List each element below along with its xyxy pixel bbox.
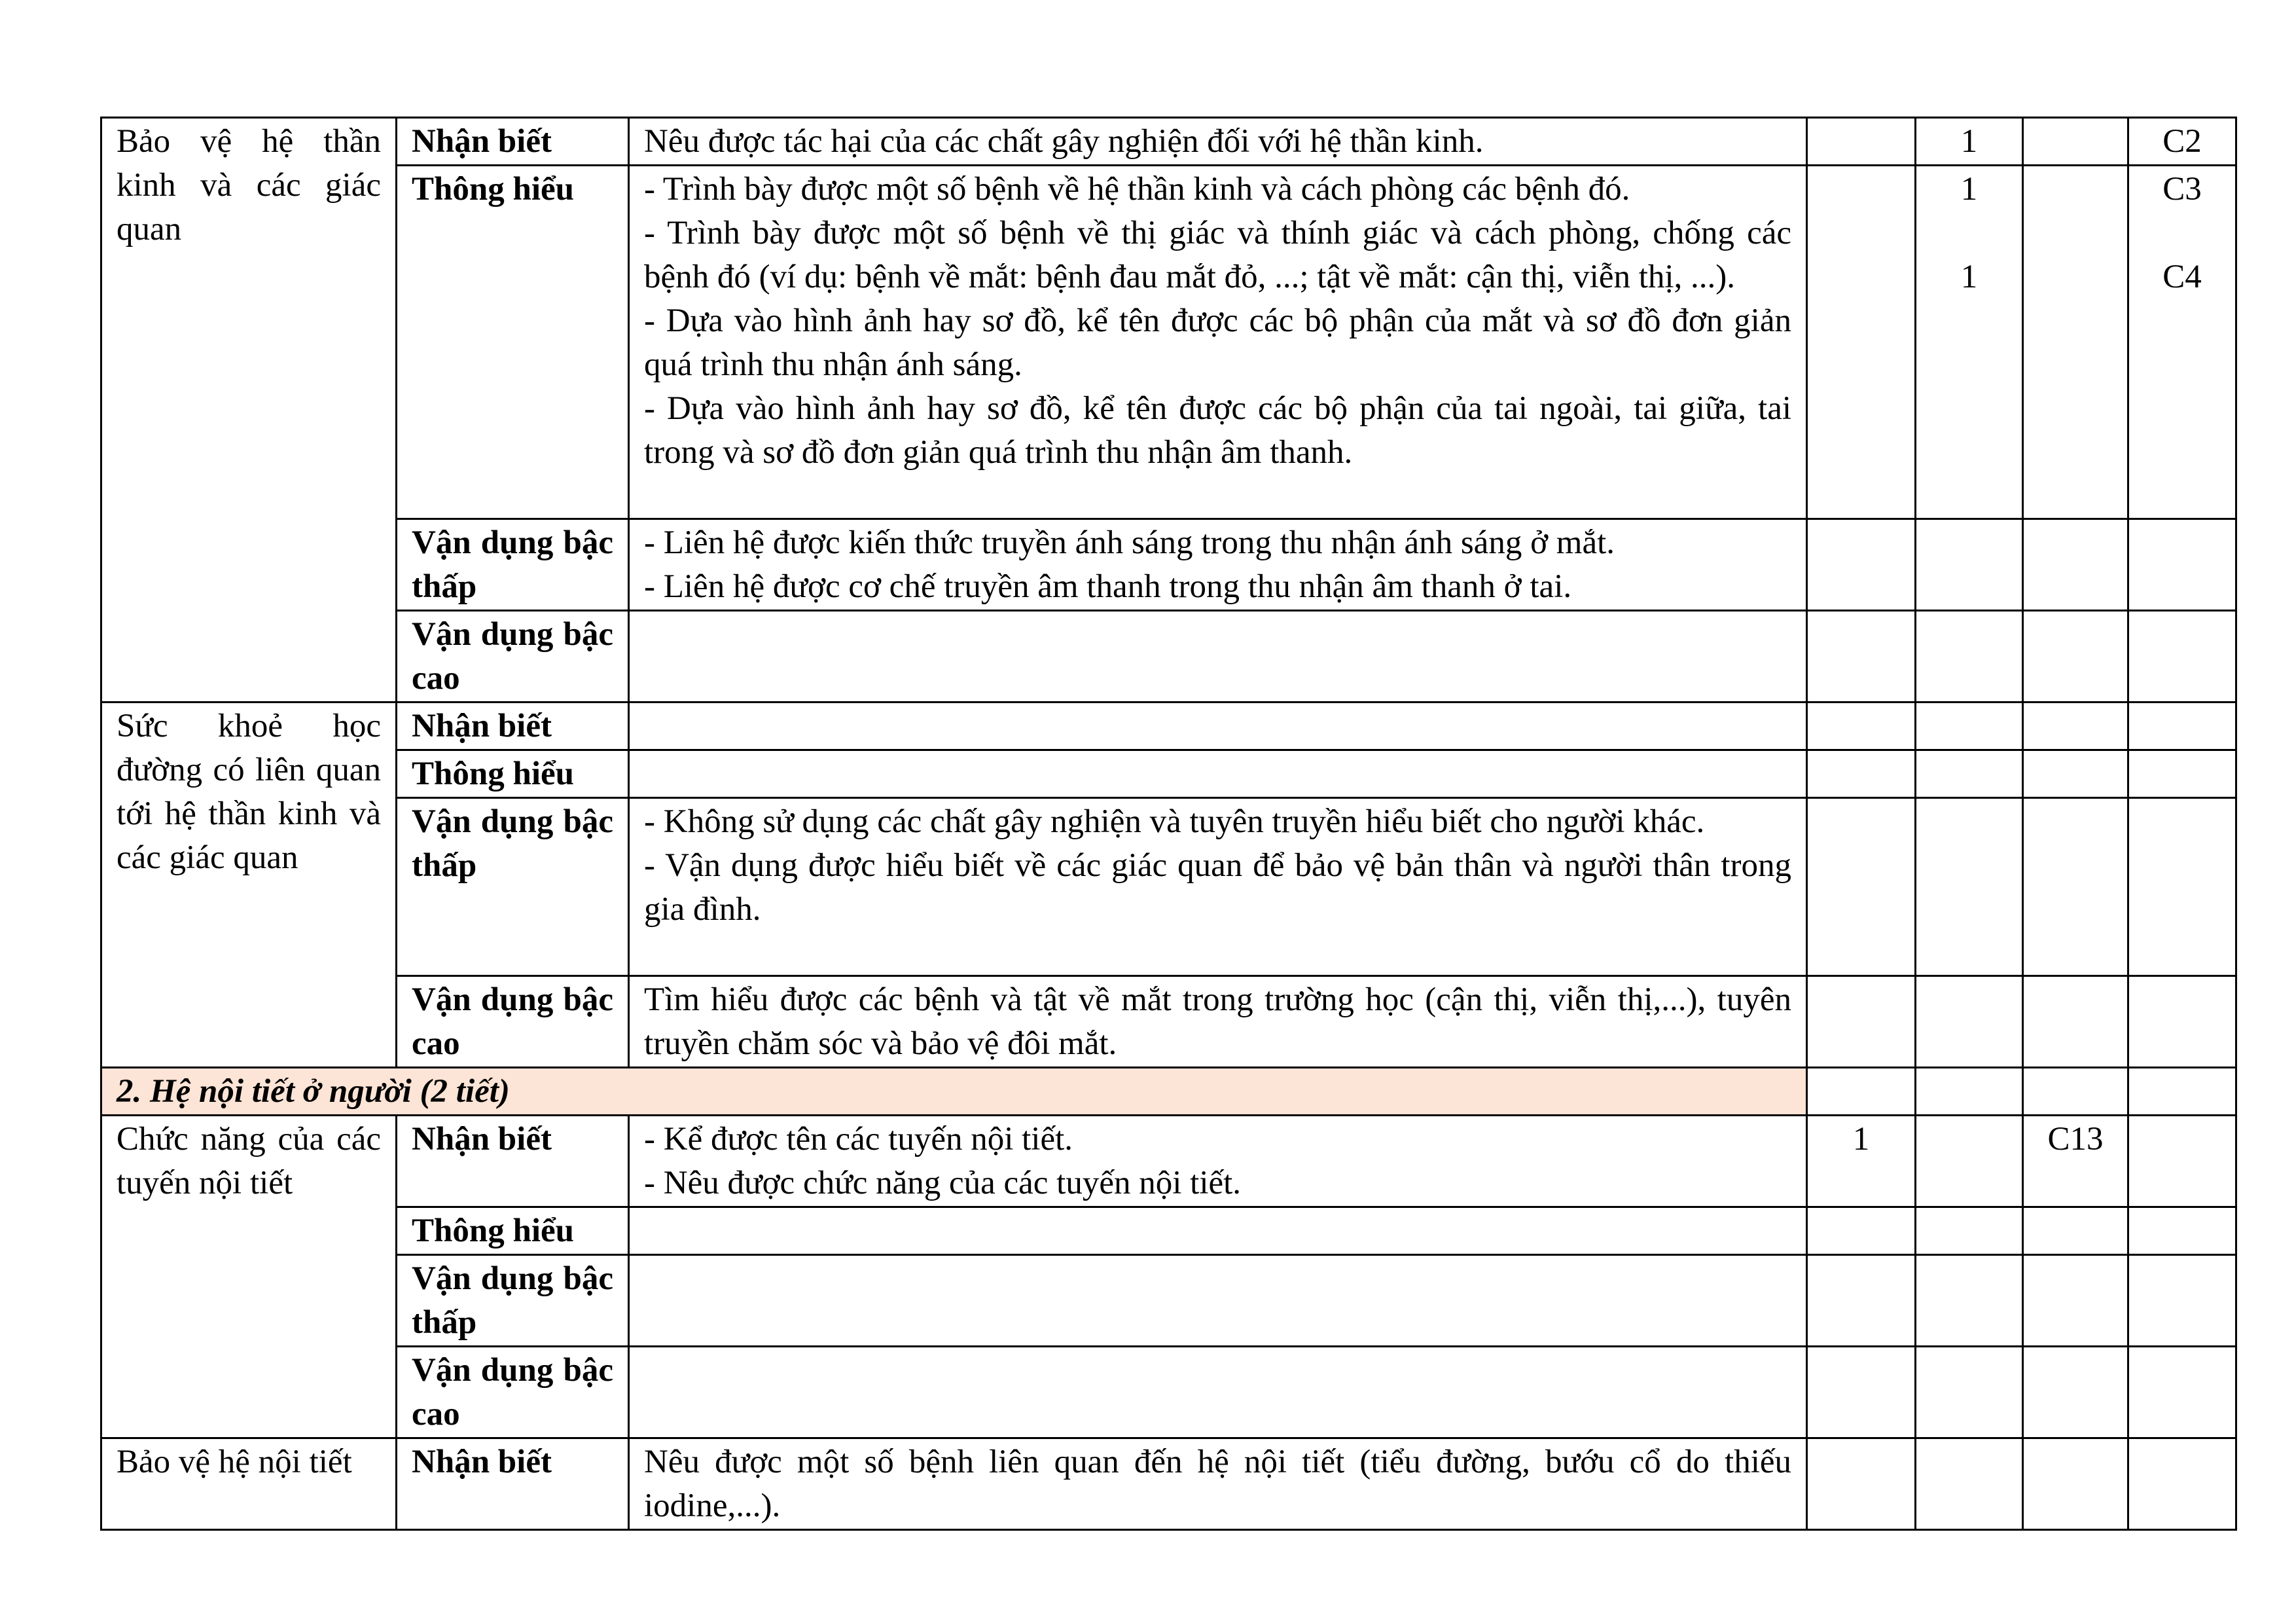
count-cell <box>1916 1347 2023 1438</box>
count-cell <box>1916 750 2023 798</box>
count-cell <box>1916 1438 2023 1530</box>
table-row <box>101 118 2236 166</box>
question-cell <box>2023 1207 2128 1255</box>
count-cell <box>1807 118 1916 166</box>
table-row <box>101 1116 2236 1207</box>
count-cell <box>1807 750 1916 798</box>
section-header-row <box>101 1068 2236 1116</box>
table-row <box>101 611 2236 702</box>
description-cell: Nêu được một số bệnh liên quan đến hệ nội tiết (tiểu đường, bướu cổ do thiếu iodine,...). <box>629 1438 1807 1530</box>
level-cell: Vận dụng bậc cao <box>397 611 629 702</box>
level-cell: Vận dụng bậc thấp <box>397 798 629 976</box>
question-cell <box>2023 1438 2128 1530</box>
topic-cell: Bảo vệ hệ thần kinh và các giác quan <box>101 118 397 702</box>
count-cell <box>1916 1207 2023 1255</box>
question-cell <box>2023 702 2128 750</box>
section-title: 2. Hệ nội tiết ở người (2 tiết) <box>101 1068 1807 1116</box>
question-cell <box>2128 1255 2236 1347</box>
count-cell: 1 1 <box>1916 166 2023 519</box>
count-cell <box>1807 1255 1916 1347</box>
question-cell <box>2128 750 2236 798</box>
level-cell: Nhận biết <box>397 702 629 750</box>
level-cell: Thông hiểu <box>397 1207 629 1255</box>
question-cell <box>2128 976 2236 1068</box>
count-cell <box>1916 798 2023 976</box>
count-cell <box>1807 1347 1916 1438</box>
description-cell <box>629 1347 1807 1438</box>
table-row <box>101 976 2236 1068</box>
level-cell: Vận dụng bậc thấp <box>397 519 629 611</box>
description-cell <box>629 1207 1807 1255</box>
question-cell <box>2128 1207 2236 1255</box>
question-cell <box>2128 611 2236 702</box>
question-cell <box>2128 1116 2236 1207</box>
count-cell <box>1807 702 1916 750</box>
description-cell: - Kể được tên các tuyến nội tiết. - Nêu được chức năng của các tuyến nội tiết. <box>629 1116 1807 1207</box>
question-cell <box>2128 1068 2236 1116</box>
count-cell <box>1807 611 1916 702</box>
count-cell <box>1916 1255 2023 1347</box>
count-cell <box>1916 702 2023 750</box>
question-cell <box>2128 519 2236 611</box>
count-cell <box>1807 1068 1916 1116</box>
topic-cell: Chức năng của các tuyến nội tiết <box>101 1116 397 1438</box>
question-cell <box>2128 702 2236 750</box>
count-cell: 1 <box>1916 118 2023 166</box>
table-row <box>101 1347 2236 1438</box>
topic-cell: Sức khoẻ học đường có liên quan tới hệ thần kinh và các giác quan <box>101 702 397 1068</box>
description-cell: Nêu được tác hại của các chất gây nghiện đối với hệ thần kinh. <box>629 118 1807 166</box>
assessment-matrix-table <box>100 117 2237 1531</box>
table-row <box>101 519 2236 611</box>
question-cell: C13 <box>2023 1116 2128 1207</box>
count-cell <box>1916 611 2023 702</box>
table-row <box>101 1255 2236 1347</box>
question-cell <box>2023 611 2128 702</box>
count-cell <box>1916 1068 2023 1116</box>
table-row <box>101 798 2236 976</box>
question-cell <box>2023 1255 2128 1347</box>
question-cell: C3 C4 <box>2128 166 2236 519</box>
table-row <box>101 166 2236 519</box>
question-cell <box>2023 976 2128 1068</box>
description-cell: - Không sử dụng các chất gây nghiện và tuyên truyền hiểu biết cho người khác. - Vận dụng được hiểu biết về các giác quan để bảo vệ bản thân và người thân trong gia đình. <box>629 798 1807 976</box>
description-cell: Tìm hiểu được các bệnh và tật về mắt trong trường học (cận thị, viễn thị,...), tuyên truyền chăm sóc và bảo vệ đôi mắt. <box>629 976 1807 1068</box>
count-cell <box>1807 166 1916 519</box>
question-cell <box>2023 118 2128 166</box>
description-cell <box>629 611 1807 702</box>
question-cell <box>2128 1347 2236 1438</box>
question-cell <box>2128 1438 2236 1530</box>
question-cell <box>2023 1068 2128 1116</box>
question-cell <box>2023 798 2128 976</box>
description-cell <box>629 702 1807 750</box>
description-cell: - Trình bày được một số bệnh về hệ thần kinh và cách phòng các bệnh đó. - Trình bày được một số bệnh về thị giác và thính giác và cách phòng, chống các bệnh đó (ví dụ: bệnh về mắt: bệnh đau mắt đỏ, ...; tật về mắt: cận thị, viễn thị, ...). - Dựa vào hình ảnh hay sơ đồ, kể tên được các bộ phận của mắt và sơ đồ đơn giản quá trình thu nhận ánh sáng. - Dựa vào hình ảnh hay sơ đồ, kể tên được các bộ phận của tai ngoài, tai giữa, tai trong và sơ đồ đơn giản quá trình thu nhận âm thanh. <box>629 166 1807 519</box>
level-cell: Vận dụng bậc cao <box>397 1347 629 1438</box>
table-row <box>101 750 2236 798</box>
level-cell: Thông hiểu <box>397 166 629 519</box>
description-cell: - Liên hệ được kiến thức truyền ánh sáng trong thu nhận ánh sáng ở mắt. - Liên hệ được cơ chế truyền âm thanh trong thu nhận âm thanh ở tai. <box>629 519 1807 611</box>
count-cell <box>1916 1116 2023 1207</box>
level-cell: Nhận biết <box>397 118 629 166</box>
question-cell: C2 <box>2128 118 2236 166</box>
question-cell <box>2023 1347 2128 1438</box>
question-cell <box>2128 798 2236 976</box>
level-cell: Nhận biết <box>397 1116 629 1207</box>
question-cell <box>2023 519 2128 611</box>
description-cell <box>629 1255 1807 1347</box>
count-cell <box>1807 519 1916 611</box>
table-row <box>101 1207 2236 1255</box>
question-cell <box>2023 750 2128 798</box>
count-cell <box>1916 519 2023 611</box>
level-cell: Thông hiểu <box>397 750 629 798</box>
count-cell: 1 <box>1807 1116 1916 1207</box>
level-cell: Vận dụng bậc cao <box>397 976 629 1068</box>
topic-cell: Bảo vệ hệ nội tiết <box>101 1438 397 1530</box>
count-cell <box>1807 976 1916 1068</box>
description-cell <box>629 750 1807 798</box>
level-cell: Vận dụng bậc thấp <box>397 1255 629 1347</box>
count-cell <box>1807 1438 1916 1530</box>
table-row <box>101 702 2236 750</box>
count-cell <box>1916 976 2023 1068</box>
count-cell <box>1807 1207 1916 1255</box>
count-cell <box>1807 798 1916 976</box>
table-row <box>101 1438 2236 1530</box>
question-cell <box>2023 166 2128 519</box>
level-cell: Nhận biết <box>397 1438 629 1530</box>
